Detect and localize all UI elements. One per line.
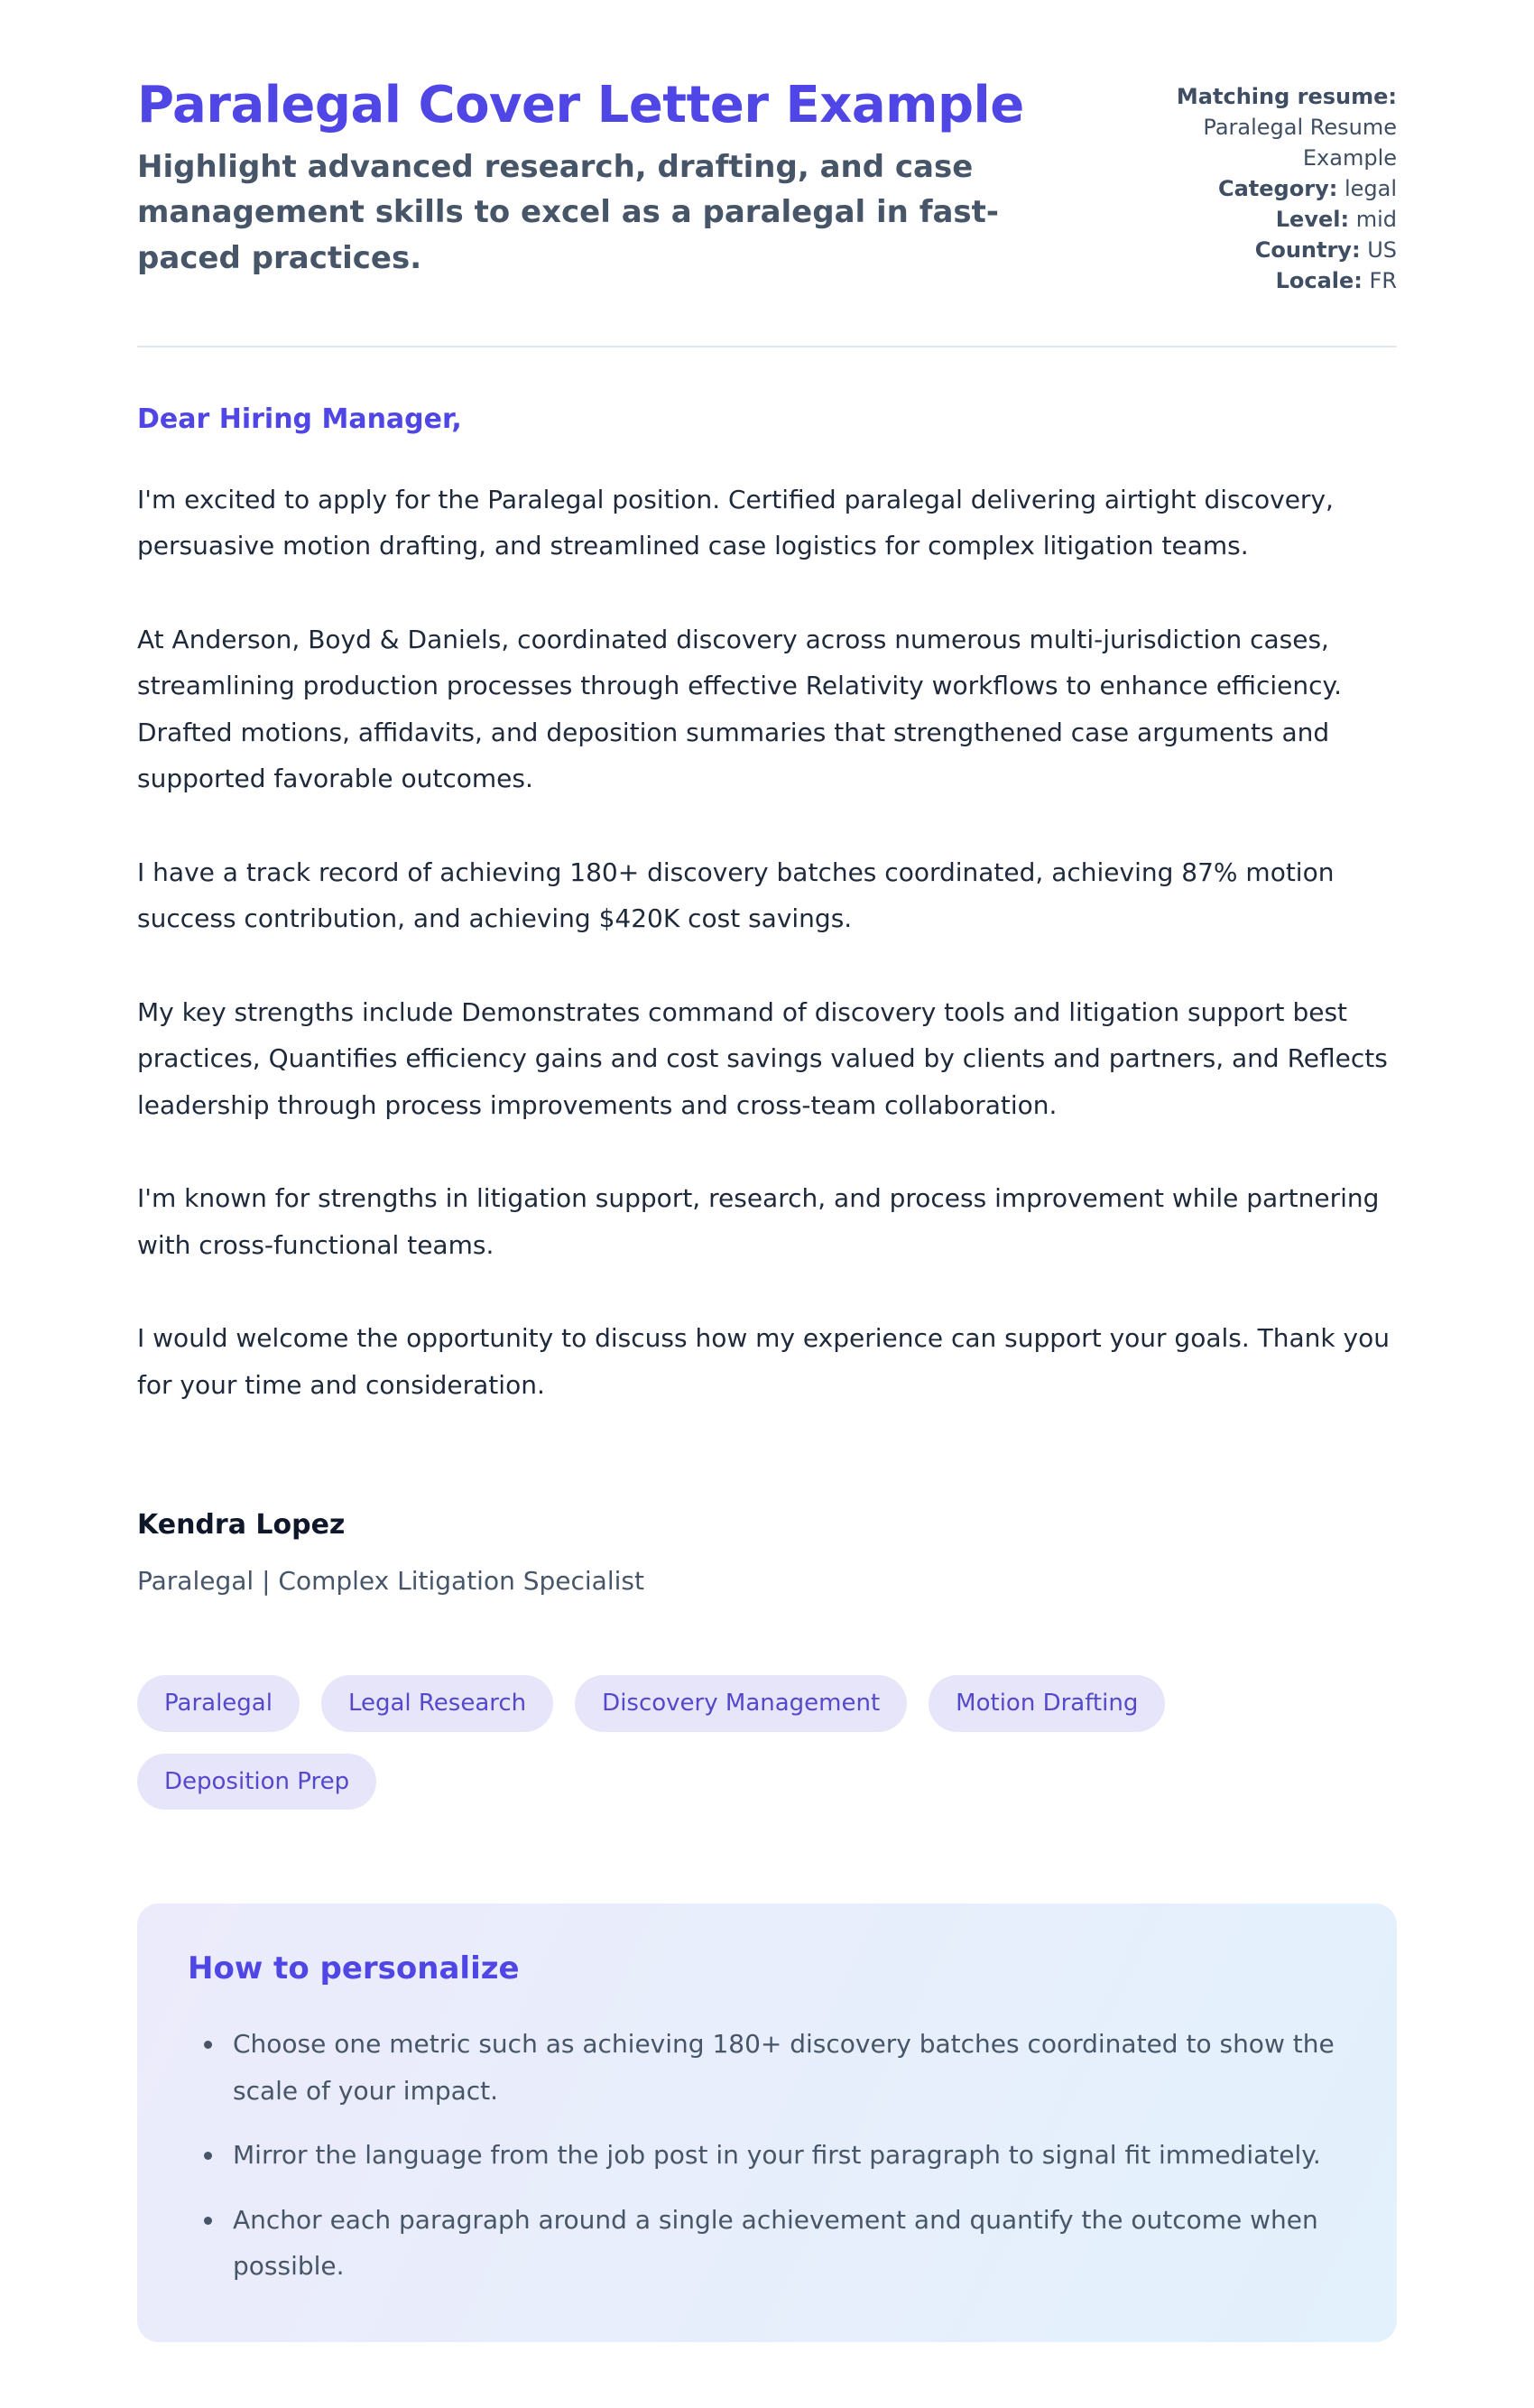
page-subtitle: Highlight advanced research, drafting, and case management skills to excel as a paralegal in fast-paced practices. bbox=[137, 149, 1000, 276]
tag-legal-research[interactable]: Legal Research bbox=[321, 1675, 553, 1732]
tag-paralegal[interactable]: Paralegal bbox=[137, 1675, 300, 1732]
header-titles bbox=[137, 76, 1074, 281]
meta-level bbox=[1117, 204, 1397, 235]
meta-category-label: Category: bbox=[1218, 176, 1338, 202]
meta-locale-label: Locale: bbox=[1275, 268, 1363, 294]
tag-deposition-prep[interactable]: Deposition Prep bbox=[137, 1754, 376, 1811]
meta-locale bbox=[1117, 265, 1397, 296]
tag-motion-drafting[interactable]: Motion Drafting bbox=[929, 1675, 1165, 1732]
tip-box-title: How to personalize bbox=[188, 1950, 520, 1987]
meta-country bbox=[1117, 235, 1397, 265]
page-header bbox=[137, 76, 1397, 297]
meta-matching-resume bbox=[1117, 81, 1397, 173]
letter-paragraph: My key strengths include Demonstrates command of discovery tools and litigation support best practices, Quantifies efficiency gains and cost savings valued by clients and partners, and Reflects leadership through process improvements and cross-team collaboration. bbox=[137, 996, 1388, 1120]
meta-category-value: legal bbox=[1344, 176, 1397, 202]
header-divider bbox=[137, 346, 1397, 347]
meta-country-label: Country: bbox=[1254, 237, 1361, 264]
tip-item: • Anchor each paragraph around a single achievement and quantify the outcome when possible. bbox=[226, 2197, 1346, 2290]
meta-level-label: Level: bbox=[1275, 207, 1350, 233]
letter-body bbox=[137, 403, 1397, 2342]
letter-paragraph: I'm excited to apply for the Paralegal position. Certified paralegal delivering airtight discovery, persuasive motion drafting, and streamlined case logistics for complex litigation teams. bbox=[137, 484, 1334, 561]
tip-item: • Choose one metric such as achieving 180+ discovery batches coordinated to show the scale of your impact. bbox=[226, 2021, 1346, 2114]
tip-list bbox=[188, 2021, 1346, 2290]
how-to-personalize-box bbox=[137, 1903, 1397, 2342]
meta-level-value: mid bbox=[1355, 207, 1397, 233]
signature-role: Paralegal | Complex Litigation Specialist bbox=[137, 1566, 644, 1597]
meta-matching-resume-value: Paralegal Resume Example bbox=[1203, 115, 1397, 171]
meta-panel bbox=[1117, 81, 1397, 297]
letter-paragraph: At Anderson, Boyd & Daniels, coordinated discovery across numerous multi-jurisdiction cases, streamlining production processes through effective Relativity workflows to enhance efficiency. Drafted motions, affidavits, and deposition summaries that strengthened case arguments and supported favorable outcomes. bbox=[137, 624, 1343, 794]
meta-category bbox=[1117, 173, 1397, 204]
letter-paragraph: I would welcome the opportunity to discuss how my experience can support your goals. Thank you for your time and consideration. bbox=[137, 1323, 1390, 1400]
tip-item: • Mirror the language from the job post in your first paragraph to signal fit immediately. bbox=[226, 2132, 1346, 2179]
tag-discovery-management[interactable]: Discovery Management bbox=[575, 1675, 907, 1732]
meta-matching-resume-label: Matching resume: bbox=[1176, 84, 1397, 109]
meta-country-value: US bbox=[1367, 237, 1397, 264]
letter-paragraph: I have a track record of achieving 180+ discovery batches coordinated, achieving 87% motion success contribution, and achieving $420K cost savings. bbox=[137, 857, 1335, 934]
signature-name: Kendra Lopez bbox=[137, 1509, 346, 1542]
meta-locale-value: FR bbox=[1369, 268, 1397, 294]
letter-greeting: Dear Hiring Manager, bbox=[137, 403, 462, 435]
skill-tags bbox=[137, 1675, 1397, 1810]
page-title: Paralegal Cover Letter Example bbox=[137, 76, 1024, 134]
letter-paragraph: I'm known for strengths in litigation support, research, and process improvement while partnering with cross-functional teams. bbox=[137, 1183, 1380, 1260]
